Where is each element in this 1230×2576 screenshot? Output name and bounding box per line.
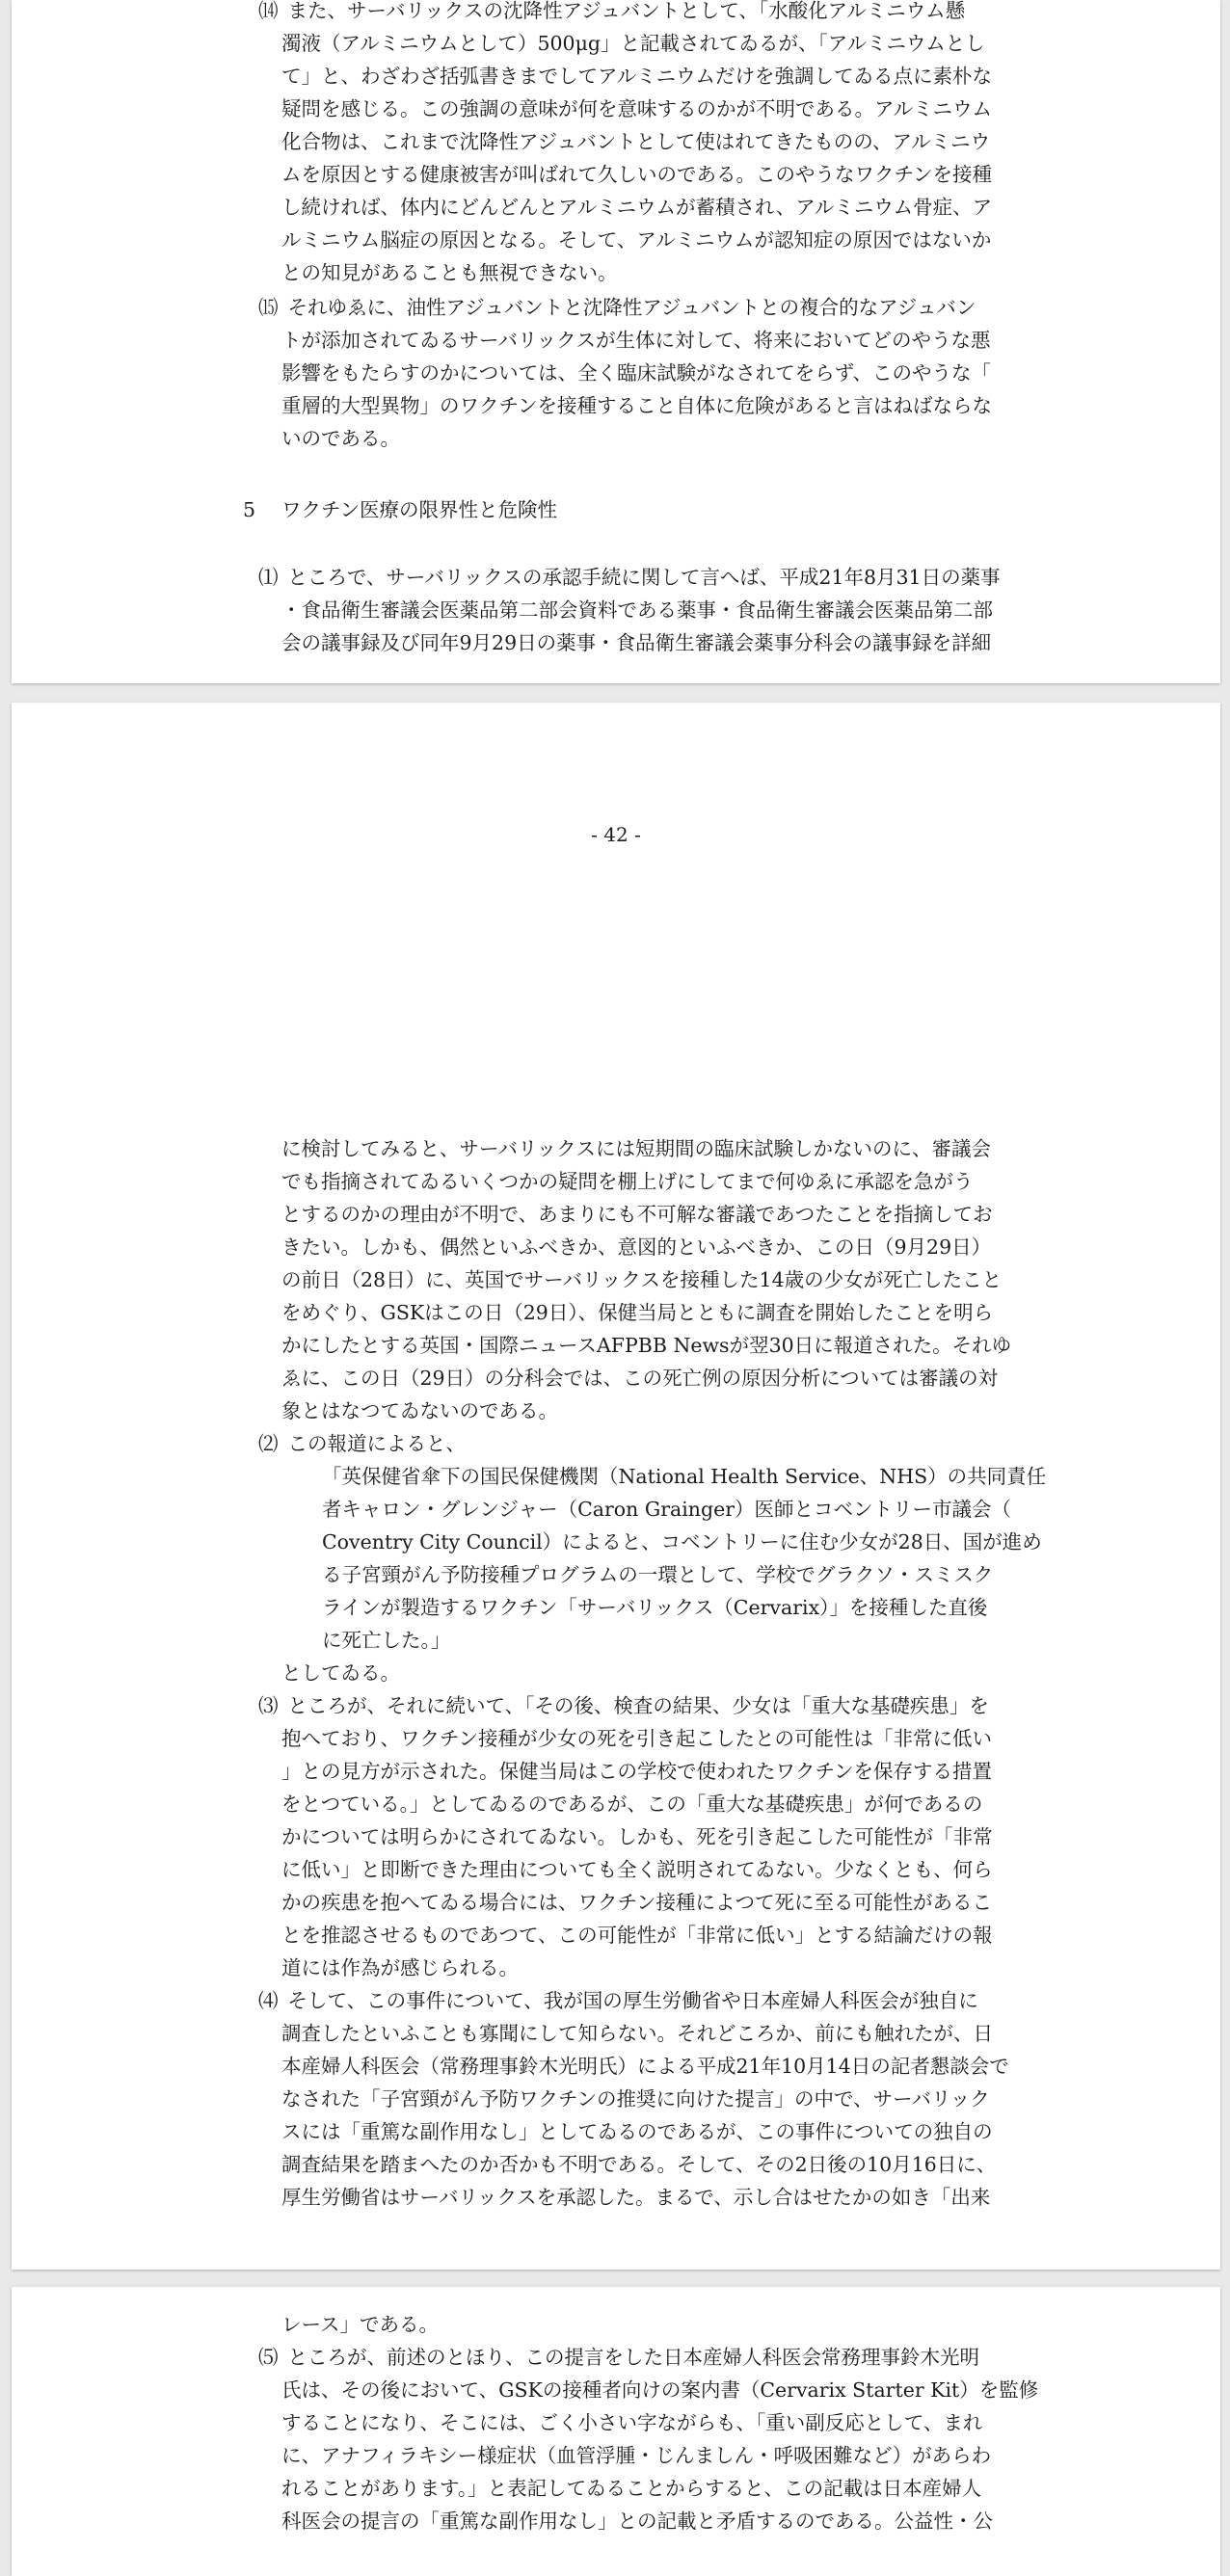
paragraph-text bbox=[281, 1989, 1043, 2214]
document-page-41 bbox=[12, 0, 1220, 683]
paragraph-number: ⒁ bbox=[258, 0, 279, 22]
text-line: し続ければ、体内にどんどんとアルミニウムが蓄積され、アルミニウム骨症、ア bbox=[281, 196, 993, 219]
paragraph-2-outro bbox=[281, 1657, 1043, 1689]
text-line: なされた「子宮頸がん予防ワクチンの推奨に向けた提言」の中で、サーバリック bbox=[281, 2087, 990, 2111]
text-line: の前日（28日）に、英国でサーバリックスを接種した14歳の少女が死亡したこと bbox=[281, 1268, 1003, 1291]
text-line: することになり、そこには、ごく小さい字ながらも、「重い副反応として、まれ bbox=[281, 2411, 983, 2434]
paragraph-14 bbox=[258, 0, 1043, 289]
text-line: 「英保健省傘下の国民保健機関（National Health Service、NHS）の共同責任 bbox=[322, 1465, 1047, 1488]
text-line: 本産婦人科医会（常務理事鈴木光明氏）による平成21年10月14日の記者懇談会で bbox=[281, 2055, 1009, 2078]
section-heading bbox=[243, 493, 1043, 526]
text-line: ところで、サーバリックスの承認手続に関して言へば、平成21年8月31日の薬事 bbox=[287, 566, 1001, 589]
paragraph-number: ⑵ bbox=[258, 1432, 279, 1455]
paragraph-2 bbox=[258, 1427, 1043, 1460]
text-line: とするのかの理由が不明で、あまりにも不可解な審議であつたことを指摘してお bbox=[281, 1203, 993, 1226]
text-line: いのである。 bbox=[281, 427, 400, 450]
paragraph-text bbox=[281, 0, 1043, 289]
page-number: - 42 - bbox=[591, 823, 641, 846]
text-line: ラインが製造するワクチン「サーバリックス（Cervarix）」を接種した直後 bbox=[322, 1596, 988, 1619]
news-quote bbox=[322, 1460, 1047, 1657]
text-line: また、サーバリックスの沈降性アジュバントとして、「水酸化アルミニウム懸 bbox=[287, 0, 966, 22]
paragraph-15 bbox=[258, 291, 1043, 455]
text-line: て」と、わざわざ括弧書きまでしてアルミニウムだけを強調してゐる点に素朴な bbox=[281, 65, 992, 88]
text-line: きたい。しかも、偶然といふべきか、意図的といふべきか、この日（9月29日） bbox=[281, 1235, 992, 1259]
text-line: 」との見方が示された。保健当局はこの学校で使われたワクチンを保存する措置 bbox=[281, 1760, 992, 1783]
text-line: ルミニウム脳症の原因となる。そして、アルミニウムが認知症の原因ではないか bbox=[281, 228, 992, 252]
text-line: かについては明らかにされてゐない。しかも、死を引き起こした可能性が「非常 bbox=[281, 1825, 993, 1848]
text-line: かの疾患を抱へてゐる場合には、ワクチン接種によつて死に至る可能性があるこ bbox=[281, 1891, 992, 1914]
text-line: ゑに、この日（29日）の分科会では、この死亡例の原因分析については審議の対 bbox=[281, 1367, 999, 1390]
text-line: ところが、それに続いて、「その後、検査の結果、少女は「重大な基礎疾患」を bbox=[287, 1694, 989, 1717]
paragraph-text bbox=[281, 1694, 1043, 1984]
text-line: に検討してみると、サーバリックスには短期間の臨床試験しかないのに、審議会 bbox=[281, 1137, 991, 1160]
document-page-42 bbox=[12, 703, 1220, 2270]
paragraph-text bbox=[281, 2346, 1043, 2537]
text-line: れることがあります。」と表記してゐることからすると、この記載は日本産婦人 bbox=[281, 2477, 982, 2500]
paragraph-number: ⑶ bbox=[258, 1694, 279, 1717]
text-line: とを推認させるものであつて、この可能性が「非常に低い」とする結論だけの報 bbox=[281, 1924, 993, 1947]
text-line: でも指摘されてゐるいくつかの疑問を棚上げにしてまで何ゆゑに承認を急がう bbox=[281, 1170, 974, 1193]
text-line: それゆゑに、油性アジュバントと沈降性アジュバントとの複合的なアジュバン bbox=[287, 296, 976, 319]
paragraph-outro: としてゐる。 bbox=[281, 1661, 400, 1685]
paragraph-1 bbox=[258, 561, 1043, 659]
paragraph-4 bbox=[258, 1984, 1043, 2214]
text-line: レース」である。 bbox=[281, 2313, 439, 2336]
paragraph-text bbox=[281, 566, 1043, 659]
text-line: 科医会の提言の「重篤な副作用なし」との記載と矛盾するのである。公益性・公 bbox=[281, 2510, 993, 2533]
text-line: 氏は、その後において、GSKの接種者向けの案内書（Cervarix Starter Kit）を監修 bbox=[281, 2378, 1039, 2402]
paragraph-number: ⑴ bbox=[258, 566, 279, 589]
text-line: 重層的大型異物」のワクチンを接種すること自体に危険があると言はねばならな bbox=[281, 394, 992, 417]
text-line: 道には作為が感じられる。 bbox=[281, 1956, 519, 1979]
text-line: ところが、前述のとほり、この提言をした日本産婦人科医会常務理事鈴木光明 bbox=[287, 2346, 980, 2369]
paragraph-number: ⒂ bbox=[258, 296, 279, 319]
text-line: ・食品衛生審議会医薬品第二部会資料である薬事・食品衛生審議会医薬品第二部 bbox=[281, 598, 993, 622]
text-line: に死亡した。」 bbox=[322, 1629, 451, 1652]
text-line: そして、この事件について、我が国の厚生労働省や日本産婦人科医会が独自に bbox=[287, 1989, 978, 2012]
text-line: 厚生労働省はサーバリックスを承認した。まるで、示し合はせたかの如き「出来 bbox=[281, 2186, 991, 2209]
text-line: に、アナフィラキシー様症状（血管浮腫・じんましん・呼吸困難など）があらわ bbox=[281, 2444, 992, 2467]
document-page-43 bbox=[12, 2287, 1220, 2576]
paragraph-number: ⑸ bbox=[258, 2346, 279, 2369]
paragraph-4-continued bbox=[281, 2308, 1043, 2341]
text-line: 濁液（アルミニウムとして）500μg」と記載されてゐるが、「アルミニウムとし bbox=[281, 32, 985, 55]
text-line: 象とはなつてゐないのである。 bbox=[281, 1399, 558, 1422]
text-line: 調査結果を踏まへたのか否かも不明である。そして、その2日後の10月16日に、 bbox=[281, 2153, 997, 2176]
text-line: に低い」と即断できた理由についても全く説明されてゐない。少なくとも、何ら bbox=[281, 1858, 993, 1881]
paragraph-text bbox=[281, 2308, 1043, 2341]
text-line: トが添加されてゐるサーバリックスが生体に対して、将来においてどのやうな悪 bbox=[281, 329, 991, 352]
section-title: ワクチン医療の限界性と危険性 bbox=[281, 498, 557, 521]
paragraph-number: ⑷ bbox=[258, 1989, 279, 2012]
paragraph-intro: この報道によると、 bbox=[287, 1432, 467, 1455]
text-line: 影響をもたらすのかについては、全く臨床試験がなされてをらず、このやうな「 bbox=[281, 361, 991, 385]
paragraph-text bbox=[281, 1132, 1043, 1427]
text-line: をとつている。」としてゐるのであるが、この「重大な基礎疾患」が何であるの bbox=[281, 1793, 983, 1816]
text-line: 抱へており、ワクチン接種が少女の死を引き起こしたとの可能性は「非常に低い bbox=[281, 1727, 992, 1750]
text-line: 者キャロン・グレンジャー（Caron Grainger）医師とコベントリー市議会（ bbox=[322, 1498, 1012, 1521]
paragraph-text bbox=[281, 296, 1043, 455]
text-line: をめぐり、GSKはこの日（29日）、保健当局とともに調査を開始したことを明ら bbox=[281, 1301, 994, 1324]
text-line: る子宮頸がん予防接種プログラムの一環として、学校でグラクソ・スミスク bbox=[322, 1563, 994, 1586]
section-number: 5 bbox=[243, 498, 256, 521]
text-line: スには「重篤な副作用なし」としてゐるのであるが、この事件についての独自の bbox=[281, 2120, 993, 2143]
paragraph-1-continued bbox=[281, 1132, 1043, 1427]
text-line: との知見があることも無視できない。 bbox=[281, 261, 618, 284]
text-line: 調査したといふことも寡聞にして知らない。それどころか、前にも触れたが、日 bbox=[281, 2022, 993, 2045]
quote-text bbox=[322, 1460, 1047, 1657]
text-line: 化合物は、これまで沈降性アジュバントとして使はれてきたものの、アルミニウ bbox=[281, 130, 991, 153]
text-line: 会の議事録及び同年9月29日の薬事・食品衛生審議会薬事分科会の議事録を詳細 bbox=[281, 631, 992, 654]
text-line: Coventry City Council）によると、コベントリーに住む少女が28日、国が進め bbox=[322, 1530, 1042, 1554]
text-line: 疑問を感じる。この強調の意味が何を意味するのかが不明である。アルミニウム bbox=[281, 97, 992, 120]
text-line: ムを原因とする健康被害が叫ばれて久しいのである。このやうなワクチンを接種 bbox=[281, 163, 992, 186]
text-line: かにしたとする英国・国際ニュースAFPBB Newsが翌30日に報道された。それゆ bbox=[281, 1334, 1012, 1357]
paragraph-5 bbox=[258, 2341, 1043, 2537]
paragraph-3 bbox=[258, 1689, 1043, 1984]
